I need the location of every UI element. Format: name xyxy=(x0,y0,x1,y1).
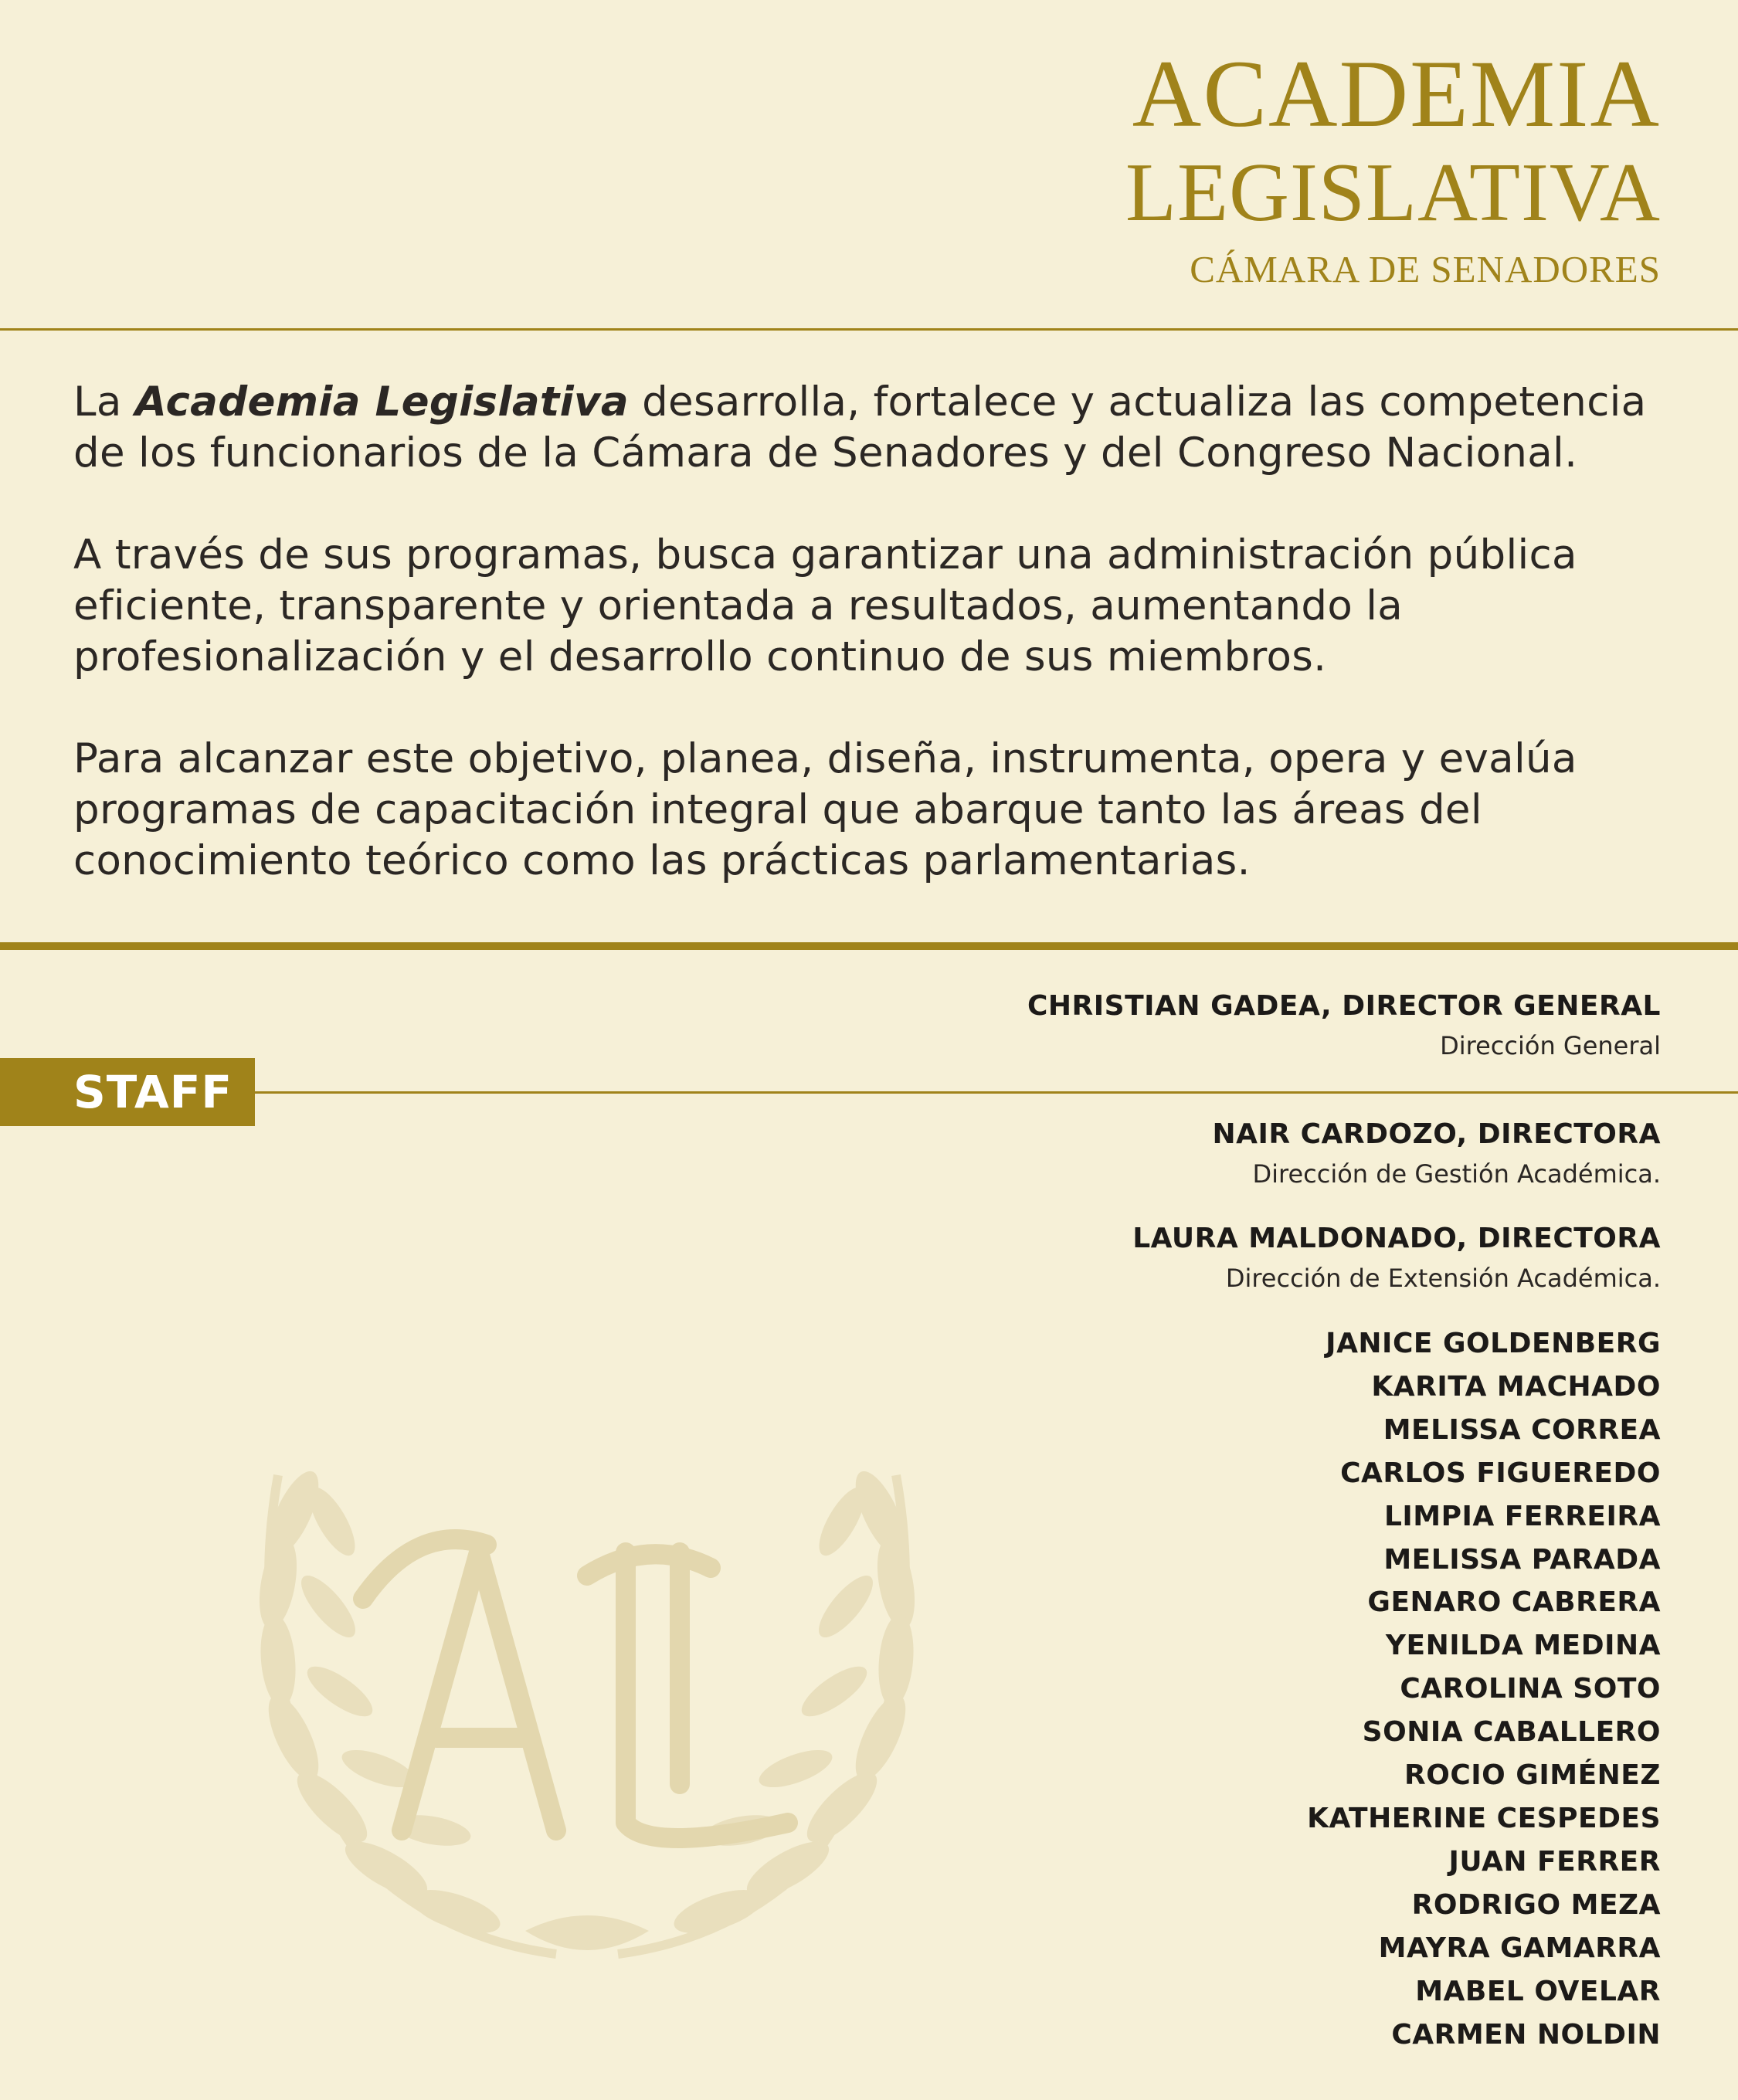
staff-member: JANICE GOLDENBERG xyxy=(1326,1328,1661,1359)
brand-line-2: LEGISLATIVA xyxy=(1125,147,1661,239)
staff-member: KATHERINE CESPEDES xyxy=(1307,1802,1661,1834)
intro-p1-rest: desarrolla, fortalece y actualiza las competencia de los funcionarios de la Cámara de Senadores y del Congreso Nacional. xyxy=(73,378,1647,477)
intro-paragraph-1 xyxy=(73,377,1665,479)
staff-member-list xyxy=(1307,1322,1661,2056)
brand-line-1: ACADEMIA xyxy=(1132,41,1661,147)
staff-member: GENARO CABRERA xyxy=(1367,1586,1661,1619)
intro-p1-emphasis: Academia Legislativa xyxy=(134,378,629,426)
staff-member: RODRIGO MEZA xyxy=(1411,1888,1661,1921)
staff-member: MAYRA GAMARRA xyxy=(1378,1932,1661,1964)
staff-director-role: Dirección de Gestión Académica. xyxy=(1252,1159,1661,1189)
brand-line-3: CÁMARA DE SENADORES xyxy=(1190,248,1661,290)
intro-paragraph-2: A través de sus programas, busca garantizar una administración pública eficiente, transparente y orientada a resultados, aumentando la profesionalización y el desarrollo continuo de sus miembros. xyxy=(73,531,1577,680)
brand-logo xyxy=(1074,41,1661,293)
laurel-wreath-icon xyxy=(247,1460,927,1969)
staff-member: CARLOS FIGUEREDO xyxy=(1340,1457,1661,1489)
staff-member: ROCIO GIMÉNEZ xyxy=(1404,1759,1661,1792)
monogram-al-icon xyxy=(363,1539,788,1838)
staff-director-2 xyxy=(1132,1219,1661,1298)
staff-director-name: LAURA MALDONADO, DIRECTORA xyxy=(1132,1223,1661,1254)
section-divider xyxy=(0,942,1738,950)
intro-paragraph-3: Para alcanzar este objetivo, planea, diseña, instrumenta, opera y evalúa programas de capacitación integral que abarque tanto las áreas del conocimiento teórico como las prácticas parlamentarias. xyxy=(73,735,1577,884)
intro-p1-prefix: La xyxy=(73,378,135,426)
staff-director-general-name: CHRISTIAN GADEA, DIRECTOR GENERAL xyxy=(1027,990,1661,1022)
staff-member: MABEL OVELAR xyxy=(1415,1975,1661,2007)
staff-director-general-role: Dirección General xyxy=(1440,1031,1661,1060)
staff-member: MELISSA PARADA xyxy=(1383,1543,1661,1576)
intro-text xyxy=(73,377,1665,887)
staff-director-name: NAIR CARDOZO, DIRECTORA xyxy=(1212,1118,1661,1150)
staff-director-1 xyxy=(1212,1114,1661,1193)
staff-director-role: Dirección de Extensión Académica. xyxy=(1225,1264,1661,1293)
staff-member: LIMPIA FERREIRA xyxy=(1383,1500,1661,1532)
staff-label: STAFF xyxy=(0,1058,255,1126)
staff-member: YENILDA MEDINA xyxy=(1385,1630,1661,1662)
staff-member: CAROLINA SOTO xyxy=(1400,1673,1661,1705)
staff-divider xyxy=(255,1091,1738,1094)
staff-member: KARITA MACHADO xyxy=(1371,1370,1661,1403)
staff-member: SONIA CABALLERO xyxy=(1362,1716,1661,1749)
staff-member: JUAN FERRER xyxy=(1448,1845,1661,1878)
header-divider xyxy=(0,328,1738,331)
staff-member: CARMEN NOLDIN xyxy=(1391,2018,1661,2051)
staff-member: MELISSA CORREA xyxy=(1383,1413,1661,1446)
staff-director-general xyxy=(1027,986,1661,1065)
